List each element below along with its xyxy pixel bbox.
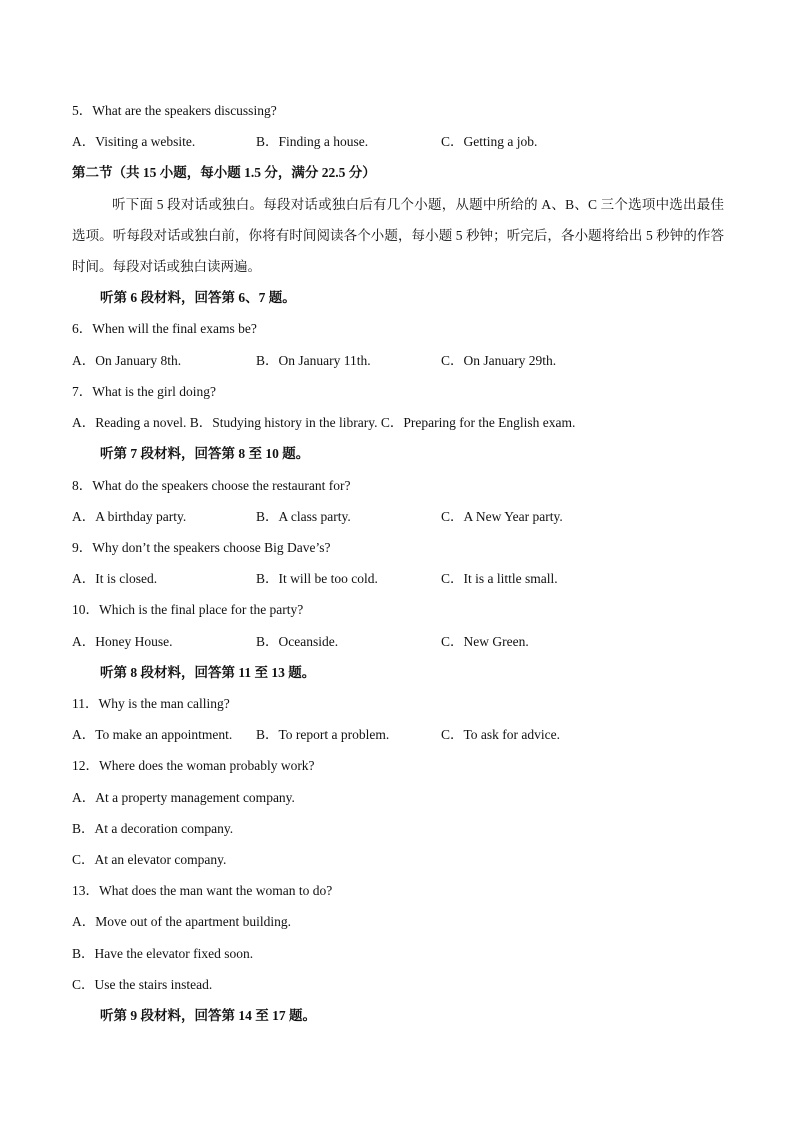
question-11-option-b: B．To report a problem. [256, 727, 390, 742]
question-13-option-b: B．Have the elevator fixed soon. [72, 946, 254, 961]
question-11-stem: 11．Why is the man calling? [72, 696, 230, 711]
question-8-stem: 8．What do the speakers choose the restaurant for? [72, 478, 351, 493]
question-11-option-c: C．To ask for advice. [441, 727, 561, 742]
question-6-option-b: B．On January 11th. [256, 353, 371, 368]
question-6-option-c: C．On January 29th. [441, 353, 557, 368]
material-7-heading: 听第 7 段材料，回答第 8 至 10 题。 [100, 446, 310, 461]
question-11-option-a: A．To make an appointment. [72, 727, 233, 742]
question-13-option-c: C．Use the stairs instead. [72, 977, 213, 992]
question-13-option-a: A．Move out of the apartment building. [72, 914, 291, 929]
question-12-option-b: B．At a decoration company. [72, 821, 234, 836]
question-13-stem: 13．What does the man want the woman to do? [72, 883, 333, 898]
section-2-title: 第二节（共 15 小题，每小题 1.5 分，满分 22.5 分） [72, 165, 376, 180]
question-6-stem: 6．When will the final exams be? [72, 321, 257, 336]
question-5-option-c: C．Getting a job. [441, 134, 538, 149]
material-6-heading: 听第 6 段材料，回答第 6、7 题。 [100, 290, 296, 305]
question-12-stem: 12．Where does the woman probably work? [72, 758, 315, 773]
question-12-option-c: C．At an elevator company. [72, 852, 227, 867]
material-8-heading: 听第 8 段材料，回答第 11 至 13 题。 [100, 665, 316, 680]
question-7-stem: 7．What is the girl doing? [72, 384, 216, 399]
question-5-option-b: B．Finding a house. [256, 134, 369, 149]
question-10-option-b: B．Oceanside. [256, 634, 339, 649]
section-2-instructions: 听下面 5 段对话或独白。每段对话或独白后有几个小题，从题中所给的 A、B、C 三个选项中选出最佳选项。听每段对话或独白前，你将有时间阅读各个小题，每小题 5 秒钟；听完后，各小题将给出 5 秒钟的作答时间。每段对话或独白读两遍。 [72, 197, 724, 274]
question-12-option-a: A．At a property management company. [72, 790, 295, 805]
question-9-option-a: A．It is closed. [72, 571, 158, 586]
question-9-stem: 9．Why don’t the speakers choose Big Dave’s? [72, 540, 331, 555]
question-8-option-b: B．A class party. [256, 509, 351, 524]
question-5-stem: 5．What are the speakers discussing? [72, 103, 277, 118]
question-9-option-b: B．It will be too cold. [256, 571, 378, 586]
question-10-option-c: C．New Green. [441, 634, 529, 649]
question-8-option-c: C．A New Year party. [441, 509, 563, 524]
question-10-stem: 10．Which is the final place for the party? [72, 602, 304, 617]
question-9-option-c: C．It is a little small. [441, 571, 558, 586]
question-10-option-a: A．Honey House. [72, 634, 173, 649]
question-8-option-a: A．A birthday party. [72, 509, 187, 524]
question-6-option-a: A．On January 8th. [72, 353, 182, 368]
question-7-options: A．Reading a novel. B．Studying history in the library. C．Preparing for the English exam. [72, 415, 576, 430]
material-9-heading: 听第 9 段材料，回答第 14 至 17 题。 [100, 1008, 316, 1023]
question-5-option-a: A．Visiting a website. [72, 134, 196, 149]
